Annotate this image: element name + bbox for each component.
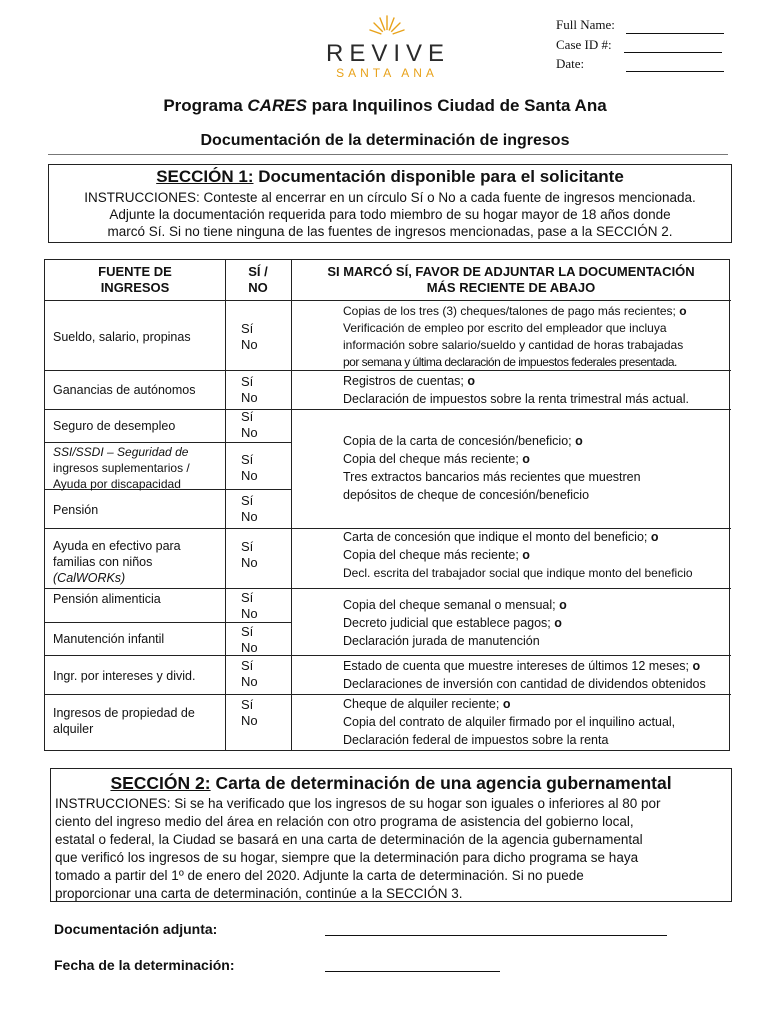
yes-no-interest-dividends[interactable]: Sí No — [241, 658, 258, 689]
revive-santa-ana-logo — [326, 12, 451, 80]
case-id-label: Case ID #: — [556, 37, 612, 52]
determination-date-label: Fecha de la determinación: — [54, 957, 235, 973]
section1-instructions: INSTRUCCIONES: Conteste al encerrar en un círculo Sí o No a cada fuente de ingresos mencionada. Adjunte la documentación requerida para todo miembro de su hogar mayor de 18 años donde marcó Sí. Si no tiene ninguna de las fuentes de ingresos mencionadas, pase a la SECCIÓN 2. — [84, 190, 696, 239]
yes-no-wages[interactable]: Sí No — [241, 321, 258, 352]
source-ssi-ssdi: SSI/SSDI – Seguridad de ingresos suplementarios / Ayuda por discapacidad — [53, 445, 190, 491]
yes-no-alimony[interactable]: Sí No — [241, 590, 258, 621]
yes-no-ssi-ssdi[interactable]: Sí No — [241, 452, 258, 483]
logo-sub-text: SANTA ANA — [336, 66, 438, 80]
full-name-field[interactable] — [626, 33, 724, 34]
income-sources-table — [44, 259, 730, 751]
determination-date-field[interactable] — [325, 971, 500, 972]
yes-no-pension[interactable]: Sí No — [241, 493, 258, 524]
source-interest-dividends: Ingr. por intereses y divid. — [53, 669, 196, 683]
header-documentation: SI MARCÓ SÍ, FAVOR DE ADJUNTAR LA DOCUMENTACIÓN MÁS RECIENTE DE ABAJO — [327, 264, 695, 295]
source-self-employment: Ganancias de autónomos — [53, 383, 196, 397]
yes-no-unemployment[interactable]: Sí No — [241, 409, 258, 440]
source-rental-income: Ingresos de propiedad de alquiler — [53, 706, 195, 736]
source-alimony: Pensión alimenticia — [53, 592, 161, 606]
docs-wages: Copias de los tres (3) cheques/talones de pago más recientes; o Verificación de empleo por escrito del empleador que incluya información sobre salario/sueldo y cantidad de horas trabajadas por semana y última declaración de impuestos federales presentada. — [343, 304, 687, 369]
yes-no-self-employment[interactable]: Sí No — [241, 374, 258, 405]
sunburst-icon — [367, 12, 407, 38]
full-name-label: Full Name: — [556, 17, 615, 32]
docs-self-employment: Registros de cuentas; o Declaración de impuestos sobre la renta trimestral más actual. — [343, 374, 689, 406]
title-divider — [48, 154, 728, 155]
source-child-support: Manutención infantil — [53, 632, 165, 646]
source-calworks: Ayuda en efectivo para familias con niños (CalWORKs) — [53, 539, 181, 585]
docs-support: Copia del cheque semanal o mensual; o Decreto judicial que establece pagos; o Declaración jurada de manutención — [343, 598, 567, 648]
page-subtitle: Documentación de la determinación de ingresos — [200, 132, 570, 149]
docs-interest: Estado de cuenta que muestre intereses de últimos 12 meses; o Declaraciones de inversión con cantidad de dividendos obtenidos — [343, 659, 706, 691]
docs-calworks: Carta de concesión que indique el monto del beneficio; o Copia del cheque más reciente; o Decl. escrita del trabajador social que indique monto del beneficio — [343, 530, 693, 580]
date-field[interactable] — [626, 71, 724, 72]
date-label: Date: — [556, 56, 585, 71]
attached-docs-field[interactable] — [325, 935, 667, 936]
logo-main-text: REVIVE — [326, 40, 451, 67]
case-id-field[interactable] — [624, 52, 722, 53]
header-yes-no: SÍ / NO — [248, 264, 268, 295]
docs-benefits: Copia de la carta de concesión/beneficio; o Copia del cheque más reciente; o Tres extractos bancarios más recientes que muestren depósitos de cheque de concesión/beneficio — [343, 434, 641, 502]
section2-box — [50, 768, 732, 902]
source-wages: Sueldo, salario, propinas — [53, 330, 191, 344]
section2-heading: SECCIÓN 2: Carta de determinación de una agencia gubernamental — [110, 773, 672, 793]
section2-instructions: INSTRUCCIONES: Si se ha verificado que los ingresos de su hogar son iguales o inferiores al 80 por ciento del ingreso medio del área en relación con otro programa de asistencia del gobierno local, estatal o federal, la Ciudad se basará en una carta de determinación de la agencia gubernamental que verificó los ingresos de su hogar, siempre que la determinación para dicho programa se haya tomado a partir del 1º de enero del 2020. Adjunte la carta de determinación. Si no puede proporcionar una carta de determinación, continúe a la SECCIÓN 3. — [55, 796, 661, 901]
yes-no-rental-income[interactable]: Sí No — [241, 697, 258, 728]
section1-box — [48, 164, 732, 243]
source-pension: Pensión — [53, 503, 99, 517]
attached-docs-label: Documentación adjunta: — [54, 921, 218, 937]
header-income-source: FUENTE DE INGRESOS — [98, 264, 172, 295]
section1-heading: SECCIÓN 1: Documentación disponible para el solicitante — [156, 167, 624, 186]
page-title: Programa CARES para Inquilinos Ciudad de Santa Ana — [163, 96, 607, 115]
yes-no-child-support[interactable]: Sí No — [241, 624, 258, 655]
yes-no-calworks[interactable]: Sí No — [241, 539, 258, 570]
source-unemployment: Seguro de desempleo — [53, 419, 176, 433]
docs-rental: Cheque de alquiler reciente; o Copia del contrato de alquiler firmado por el inquilino actual, Declaración federal de impuestos sobre la renta — [343, 697, 676, 747]
